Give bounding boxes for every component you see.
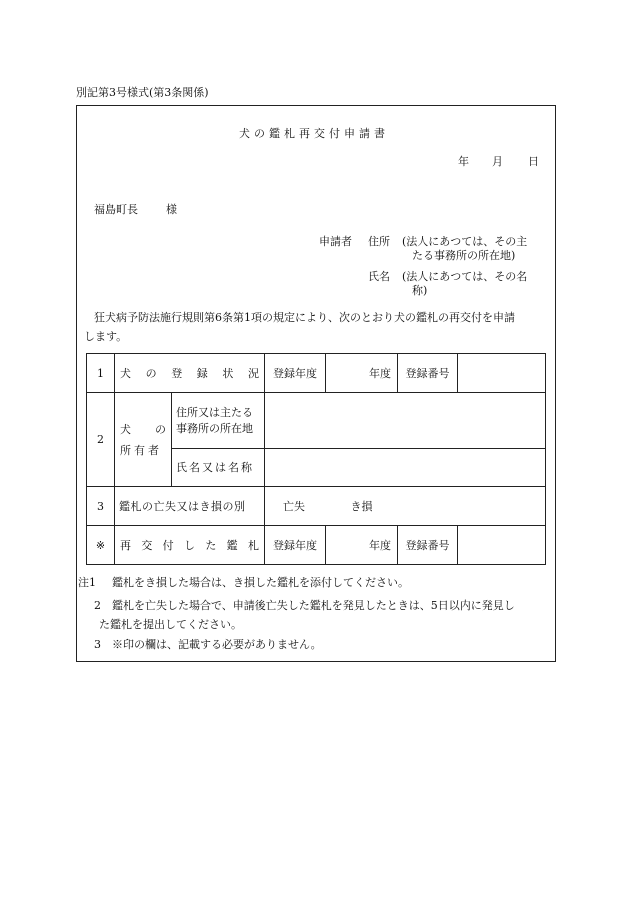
note-3: ※印の欄は、記載する必要がありません。	[112, 638, 322, 651]
registration-year-label: 登録年度	[265, 526, 326, 565]
date-day: 日	[528, 155, 539, 168]
date-month: 月	[492, 155, 503, 168]
label-char: 付	[162, 538, 174, 552]
applicant-name-note-2: 称)	[412, 284, 428, 297]
owner-address-field[interactable]	[265, 393, 546, 449]
owner-address-label-line-1: 住所又は主たる	[176, 405, 253, 419]
registration-year-field[interactable]	[326, 526, 398, 565]
applicant-label: 申請者	[319, 235, 352, 248]
row-number: 2	[87, 393, 115, 487]
label-char: 登	[171, 366, 183, 380]
addressee-honorific: 様	[166, 203, 177, 216]
loss-or-damage-options	[265, 487, 546, 526]
applicant-address-label: 住所	[368, 235, 390, 248]
label-char: 交	[141, 538, 153, 552]
row-number: 1	[87, 354, 115, 393]
applicant-address-note-1: (法人にあつては、その主	[402, 235, 528, 248]
registration-number-field[interactable]	[458, 526, 546, 565]
owner-label	[115, 393, 172, 487]
row-number: ※	[87, 526, 115, 565]
statement-line-2: します。	[84, 330, 128, 343]
date-year: 年	[458, 155, 469, 168]
reissued-tag-label	[115, 526, 265, 565]
form-title: 犬の鑑札再交付申請書	[239, 127, 389, 140]
owner-label-line-2: 所有者	[120, 443, 162, 457]
registration-number-field[interactable]	[458, 354, 546, 393]
year-unit: 年度	[369, 366, 391, 380]
table-row-dog-registration	[87, 354, 546, 393]
table-row-owner-address	[87, 393, 546, 449]
statement-line-1: 狂犬病予防法施行規則第6条第1項の規定により、次のとおり犬の鑑札の再交付を申請	[94, 311, 515, 324]
registration-number-label: 登録番号	[398, 526, 458, 565]
application-table	[86, 353, 546, 565]
registration-year-field[interactable]	[326, 354, 398, 393]
owner-name-label: 氏名又は名称	[172, 449, 265, 487]
owner-label-char: 犬	[120, 422, 131, 436]
note-2-prefix: 2	[94, 599, 101, 612]
registration-year-label: 登録年度	[265, 354, 326, 393]
label-char: 再	[120, 538, 131, 552]
note-1-prefix: 注1	[78, 576, 96, 589]
year-unit: 年度	[369, 538, 391, 552]
applicant-name-note-1: (法人にあつては、その名	[402, 270, 528, 283]
table-row-loss-or-damage	[87, 487, 546, 526]
note-1: 鑑札をき損した場合は、き損した鑑札を添付してください。	[112, 576, 409, 589]
option-damaged[interactable]: き損	[350, 499, 373, 513]
note-2-line-1: 鑑札を亡失した場合で、申請後亡失した鑑札を発見したときは、5日以内に発見し	[112, 599, 515, 612]
owner-label-char: の	[155, 422, 166, 436]
form-number: 別記第3号様式(第3条関係)	[76, 86, 209, 99]
label-char: 況	[247, 366, 259, 380]
note-3-prefix: 3	[94, 638, 101, 651]
applicant-address-note-2: たる事務所の所在地)	[412, 249, 516, 262]
label-char: 録	[196, 366, 208, 380]
owner-address-label-line-2: 事務所の所在地	[176, 421, 253, 435]
label-char: 犬	[120, 366, 131, 380]
label-char: 鑑	[226, 538, 238, 552]
label-char: 状	[222, 366, 234, 380]
option-lost[interactable]: 亡失	[283, 499, 305, 513]
label-char: し	[183, 538, 195, 552]
label-char: 札	[247, 538, 259, 552]
dog-registration-label	[115, 354, 265, 393]
note-2-line-2: た鑑札を提出してください。	[99, 618, 242, 631]
registration-number-label: 登録番号	[398, 354, 458, 393]
owner-name-field[interactable]	[265, 449, 546, 487]
addressee-name: 福島町長	[94, 203, 138, 216]
owner-address-label	[172, 393, 265, 449]
applicant-name-label: 氏名	[368, 270, 390, 283]
table-row-reissued-tag	[87, 526, 546, 565]
label-char: た	[205, 538, 217, 552]
label-char: の	[145, 366, 157, 380]
row-number: 3	[87, 487, 115, 526]
loss-or-damage-label: 鑑札の亡失又はき損の別	[115, 487, 265, 526]
